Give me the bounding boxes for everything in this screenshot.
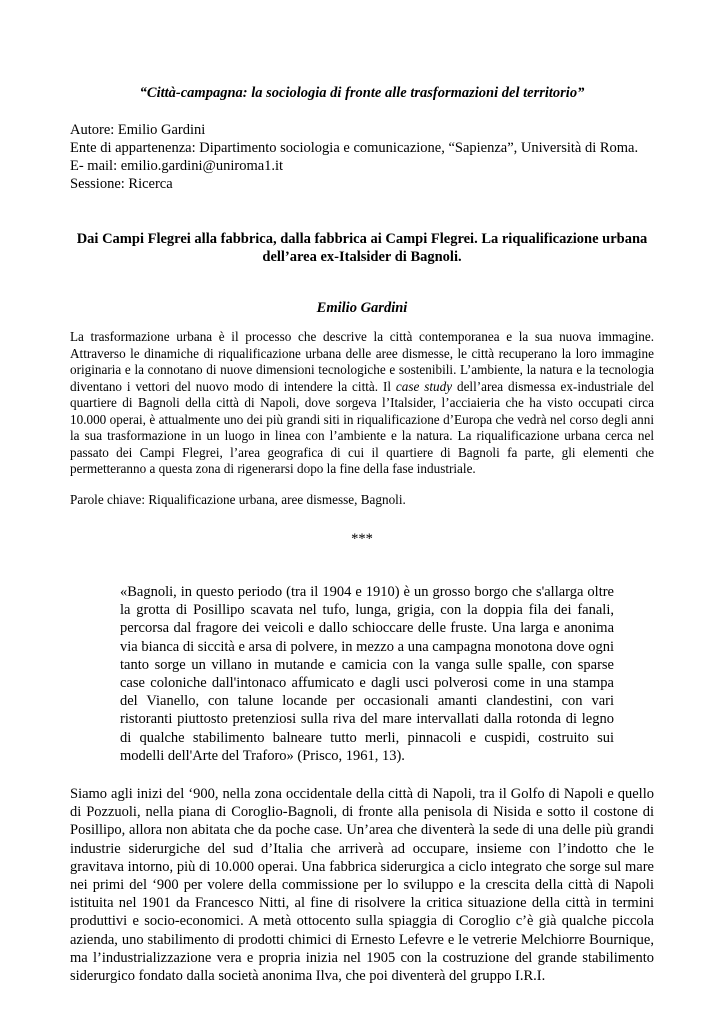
meta-email: E- mail: emilio.gardini@uniroma1.it xyxy=(70,158,284,174)
conference-title: “Città-campagna: la sociologia di fronte alle trasformazioni del territorio” xyxy=(139,85,585,101)
abstract-italic-term: case study xyxy=(395,378,453,394)
abstract-text-start: La trasformazione urbana è il processo che descrive la città contemporanea e la sua nuova immagine. Attraverso le dinamiche di riqualificazione urbana delle aree dismesse, le città recuperano la loro immagine originaria e la connotano di nuove dimensioni tecnologiche e sostenibili. L’ambiente, la natura e la tecnologia diventano i vettori del nuovo modo di intendere la città. Il xyxy=(70,329,654,394)
block-quote: «Bagnoli, in questo periodo (tra il 1904 e 1910) è un grosso borgo che s'allarga oltre la grotta di Posillipo scavata nel tufo, lunga, grigia, con la doppia fila dei fanali, percorsa dal fragore dei veicoli e dallo schioccare delle fruste. Una larga e anonima via bianca di siccità e arsa di polvere, in mezzo a una campagna monotona dove ogni tanto sorge un villano in mutande e camicia con la vanga sulle spalle, con sparse case coloniche dall'intonaco affumicato e dagli usci polverosi come in una stampa del Vianello, con talune locande per occasionali amanti clandestini, con vari ristoranti piuttosto pretenziosi sulla riva del mare intervallati dalla rotonda di legno di qualche stabilimento balneare tutto merli, pinnacoli e cuspidi, costruito sui modelli dell'Arte del Traforo» (Prisco, 1961, 13). xyxy=(120,584,614,764)
abstract-text-end: dell’area dismessa ex-industriale del quartiere di Bagnoli della città di Napoli, dove sorgeva l’Italsider, l’acciaieria che ha visto occupati circa 10.000 operai, è attualmente uno dei più grandi siti in riqualificazione d’Europa che vedrà nel corso degli anni la sua trasformazione in un luogo in linea con l’ambiente e la natura. La riqualificazione urbana cerca nel passato dei Campi Flegrei, l’area geografica di cui il quartiere di Bagnoli fa parte, gli elementi che permetteranno a questa zona di rigenerarsi dopo la fine della fase industriale. xyxy=(70,378,654,476)
meta-session: Sessione: Ricerca xyxy=(70,176,173,192)
paper-author: Emilio Gardini xyxy=(316,300,408,316)
author-metadata xyxy=(70,121,654,193)
body-paragraph: Siamo agli inizi del ‘900, nella zona occidentale della città di Napoli, tra il Golfo di Napoli e quello di Pozzuoli, nella piana di Coroglio-Bagnoli, di fronte alla penisola di Nisida e sotto il costone di Posillipo, allora non abitata che da poche case. Un’area che diventerà la sede di una delle più grandi industrie siderurgiche del sud d’Italia che arriverà ad occupare, insieme con l’indotto che le gravitava intorno, più di 10.000 operai. Una fabbrica siderurgica a ciclo integrato che sorge sul mare nei primi del ‘900 per volere della commissione per lo sviluppo e la crescita della città di Napoli istituita nel 1901 da Francesco Nitti, al fine di risolvere la critica situazione della città in termini produttivi e socio-economici. A metà ottocento sulla spiaggia di Coroglio c’è già qualche piccola azienda, uno stabilimento di prodotti chimici di Ernesto Lefevre e le vetrerie Melchiorre Bournique, ma l’industrializzazione vera e propria inizia nel 1905 con la costruzione del grande stabilimento siderurgico fondato dalla società anonima Ilva, che poi diventerà del gruppo I.R.I. xyxy=(70,786,654,985)
paper-title: Dai Campi Flegrei alla fabbrica, dalla fabbrica ai Campi Flegrei. La riqualificazione urbana dell’area ex-Italsider di Bagnoli. xyxy=(76,231,648,265)
abstract xyxy=(70,329,654,478)
meta-affiliation: Ente di appartenenza: Dipartimento sociologia e comunicazione, “Sapienza”, Università di Roma. xyxy=(70,140,639,156)
meta-author: Autore: Emilio Gardini xyxy=(70,122,206,138)
section-separator: *** xyxy=(351,531,373,547)
keywords: Parole chiave: Riqualificazione urbana, aree dismesse, Bagnoli. xyxy=(70,491,406,507)
